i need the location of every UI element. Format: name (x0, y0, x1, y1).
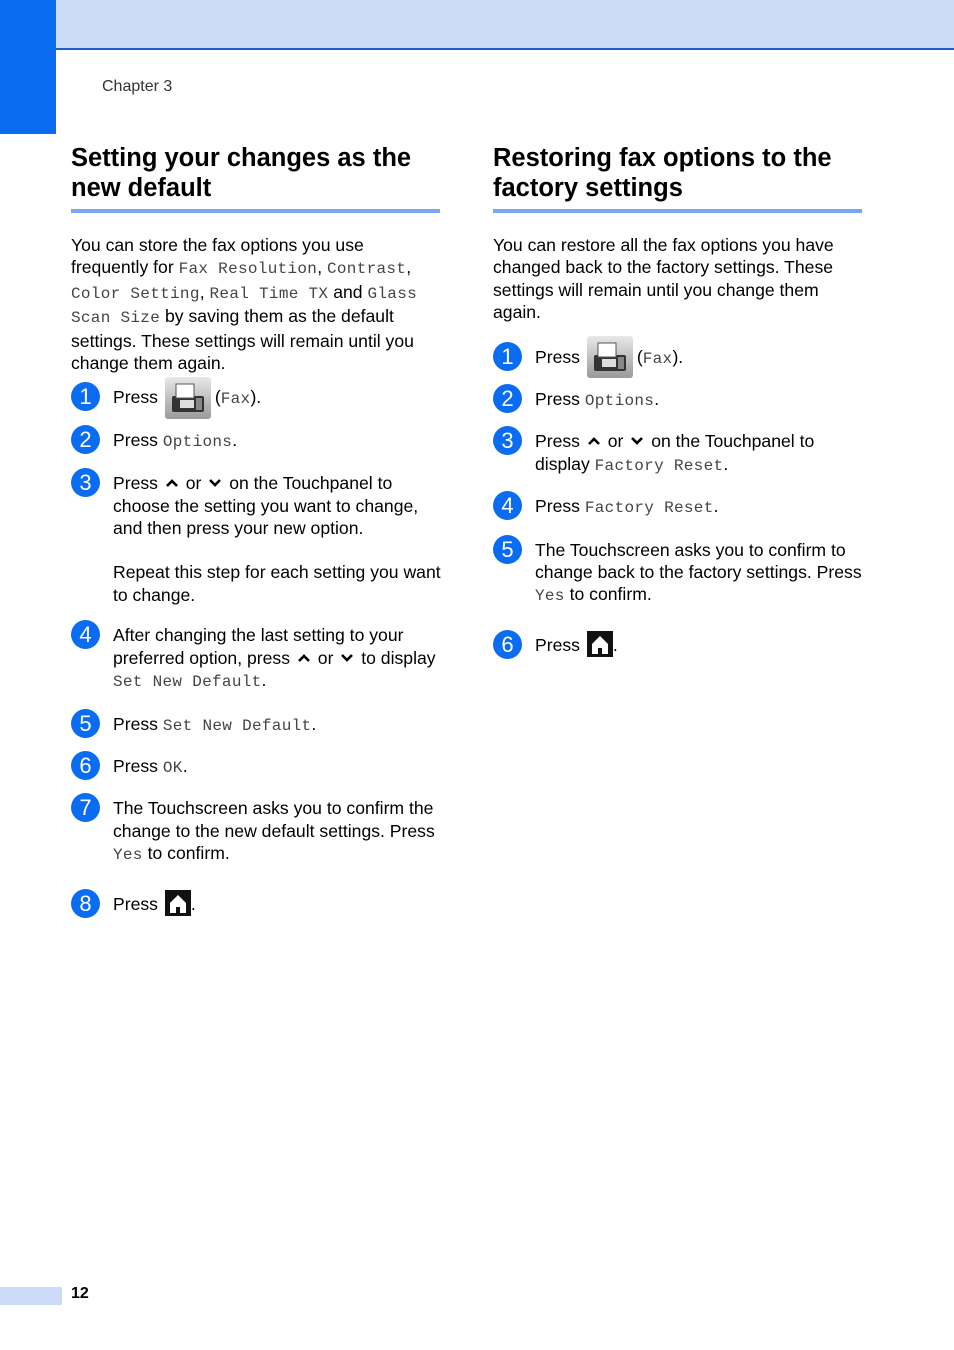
step-number-badge: 2 (71, 425, 100, 454)
right-column (493, 143, 863, 656)
step-3: 3 Press or on the Touchpanel to display Factory Reset. (493, 430, 863, 477)
intro-factory: You can restore all the fax options you have changed back to the factory settings. These settings will remain until you change them again. (493, 235, 834, 323)
home-icon (165, 890, 191, 916)
down-arrow-icon (340, 653, 354, 663)
step-4: 4 Press Factory Reset. (493, 495, 863, 519)
step-1: 1 Press (Fax). (71, 386, 441, 410)
step-2: 2 Press Options. (493, 388, 863, 412)
step-5: 5 The Touchscreen asks you to confirm to change back to the factory settings. Press Yes to confirm. (493, 539, 863, 608)
chapter-label: Chapter 3 (102, 78, 173, 95)
step-3: 3 Press or on the Touchpanel to choose the setting you want to change, and then press your new option. Repeat this step for each setting you want to change. (71, 472, 441, 606)
step-6: 6 Press OK. (71, 755, 441, 779)
step-number-badge: 3 (71, 468, 100, 497)
step-4: 4 After changing the last setting to your preferred option, press or to display Set New Default. (71, 624, 441, 693)
footer-bar (0, 1287, 62, 1305)
up-arrow-icon (587, 436, 601, 446)
chapter-tab (0, 0, 56, 134)
step-number-badge: 5 (71, 709, 100, 738)
page-number: 12 (71, 1285, 89, 1302)
step-2: 2 Press Options. (71, 429, 441, 453)
step-number-badge: 2 (493, 384, 522, 413)
step-1: 1 Press (Fax). (493, 346, 863, 370)
down-arrow-icon (208, 478, 222, 488)
step-8: 8 Press . (71, 893, 441, 915)
fax-icon (165, 377, 211, 419)
intro-default: You can store the fax options you use frequently for Fax Resolution, Contrast, Color Setting, Real Time TX and Glass Scan Size by saving them as the default settings. These settings will remain until you change them again. (71, 235, 417, 374)
step-number-badge: 7 (71, 793, 100, 822)
step-number-badge: 3 (493, 426, 522, 455)
down-arrow-icon (630, 436, 644, 446)
step-number-badge: 4 (71, 620, 100, 649)
step-5: 5 Press Set New Default. (71, 713, 441, 737)
left-column (71, 143, 441, 915)
step-number-badge: 6 (493, 630, 522, 659)
fax-icon (587, 336, 633, 378)
step-number-badge: 6 (71, 751, 100, 780)
header-band (0, 0, 954, 50)
step-number-badge: 5 (493, 535, 522, 564)
section-title-default: Setting your changes as the new default (71, 143, 440, 213)
up-arrow-icon (165, 478, 179, 488)
step-number-badge: 4 (493, 491, 522, 520)
section-title-factory: Restoring fax options to the factory settings (493, 143, 862, 213)
home-icon (587, 631, 613, 657)
step-6: 6 Press . (493, 634, 863, 656)
up-arrow-icon (297, 653, 311, 663)
step-number-badge: 1 (71, 382, 100, 411)
step-number-badge: 1 (493, 342, 522, 371)
step-note: Repeat this step for each setting you want to change. (113, 562, 441, 605)
step-7: 7 The Touchscreen asks you to confirm the change to the new default settings. Press Yes to confirm. (71, 797, 441, 866)
step-number-badge: 8 (71, 889, 100, 918)
